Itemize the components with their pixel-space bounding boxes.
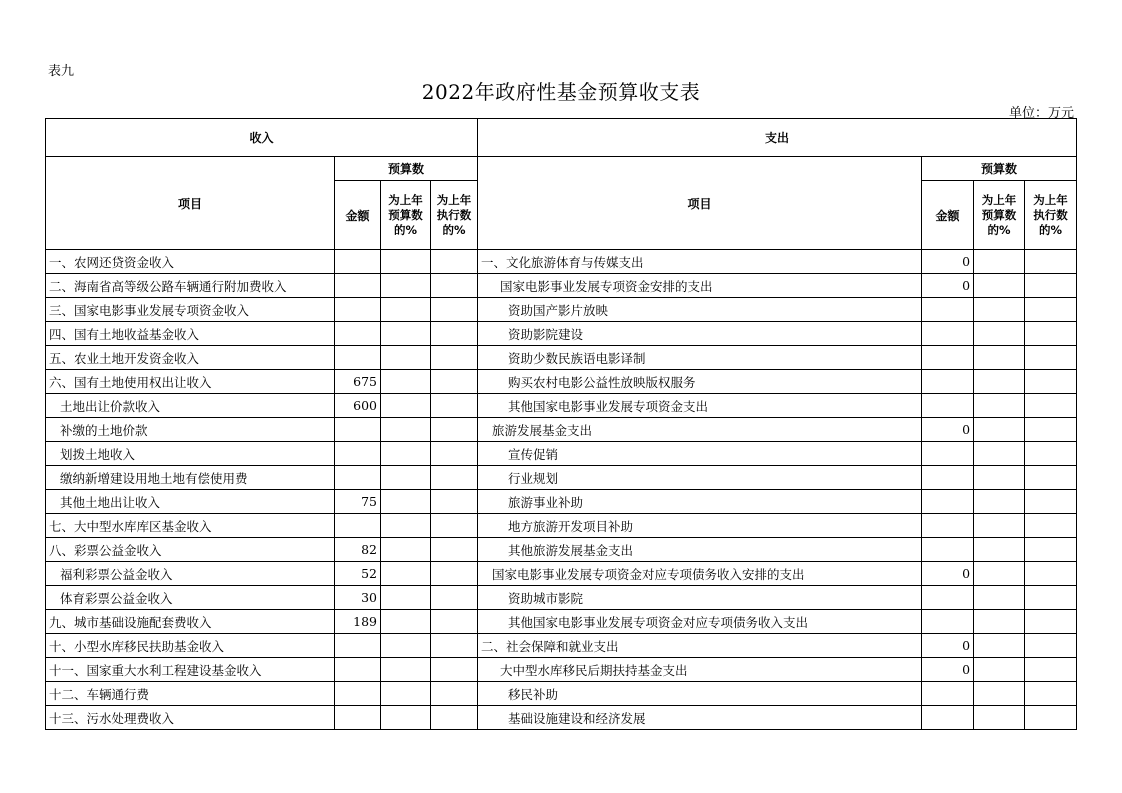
income-pct-budget [381,466,431,490]
expense-pct-exec [1025,586,1077,610]
income-amount [335,466,381,490]
expense-pct-exec-header: 为上年执行数的% [1025,181,1077,250]
income-pct-exec [431,370,478,394]
expense-amount [922,706,974,730]
income-pct-budget [381,514,431,538]
income-pct-budget [381,538,431,562]
income-item: 十、小型水库移民扶助基金收入 [46,634,335,658]
expense-pct-exec [1025,490,1077,514]
income-pct-budget-header: 为上年预算数的% [381,181,431,250]
expense-pct-budget [974,706,1025,730]
expense-pct-exec [1025,298,1077,322]
expense-pct-budget [974,658,1025,682]
income-pct-exec [431,586,478,610]
expense-amount: 0 [922,658,974,682]
expense-pct-budget [974,610,1025,634]
expense-item: 宣传促销 [478,442,922,466]
income-pct-budget [381,250,431,274]
table-row [46,442,1077,466]
expense-item-header: 项目 [478,157,922,250]
expense-amount [922,514,974,538]
income-amount-header: 金额 [335,181,381,250]
income-pct-budget [381,298,431,322]
income-item: 三、国家电影事业发展专项资金收入 [46,298,335,322]
expense-amount [922,610,974,634]
income-item-header: 项目 [46,157,335,250]
expense-pct-exec [1025,322,1077,346]
income-item: 八、彩票公益金收入 [46,538,335,562]
table-row [46,250,1077,274]
expense-amount [922,490,974,514]
table-row [46,562,1077,586]
income-header: 收入 [46,119,478,157]
income-pct-budget [381,442,431,466]
expense-pct-budget [974,466,1025,490]
expense-pct-budget [974,586,1025,610]
expense-amount [922,466,974,490]
expense-item: 旅游事业补助 [478,490,922,514]
income-amount [335,346,381,370]
expense-pct-budget [974,634,1025,658]
expense-pct-exec [1025,274,1077,298]
expense-amount [922,370,974,394]
expense-pct-exec [1025,514,1077,538]
expense-item: 旅游发展基金支出 [478,418,922,442]
income-amount: 75 [335,490,381,514]
expense-pct-exec [1025,346,1077,370]
income-pct-budget [381,322,431,346]
income-item: 六、国有土地使用权出让收入 [46,370,335,394]
expense-pct-budget [974,442,1025,466]
table-row [46,658,1077,682]
income-pct-budget [381,418,431,442]
table-row [46,706,1077,730]
expense-amount [922,394,974,418]
income-pct-exec [431,562,478,586]
income-pct-exec [431,322,478,346]
income-pct-exec [431,418,478,442]
expense-pct-budget [974,346,1025,370]
table-row [46,514,1077,538]
table-row [46,394,1077,418]
income-pct-exec [431,610,478,634]
expense-pct-exec [1025,682,1077,706]
expense-pct-budget [974,538,1025,562]
expense-pct-exec [1025,610,1077,634]
income-pct-exec [431,394,478,418]
expense-amount [922,298,974,322]
expense-pct-exec [1025,562,1077,586]
expense-pct-exec [1025,250,1077,274]
income-item: 缴纳新增建设用地土地有偿使用费 [46,466,335,490]
expense-item: 一、文化旅游体育与传媒支出 [478,250,922,274]
income-amount: 675 [335,370,381,394]
income-budget-header: 预算数 [335,157,478,181]
expense-amount: 0 [922,250,974,274]
income-item: 十二、车辆通行费 [46,682,335,706]
income-pct-exec [431,634,478,658]
income-amount [335,298,381,322]
expense-amount: 0 [922,562,974,586]
table-row [46,418,1077,442]
expense-item: 资助影院建设 [478,322,922,346]
expense-pct-budget [974,562,1025,586]
expense-item: 二、社会保障和就业支出 [478,634,922,658]
income-amount: 52 [335,562,381,586]
income-pct-exec [431,538,478,562]
income-item: 体育彩票公益金收入 [46,586,335,610]
income-pct-budget [381,634,431,658]
income-pct-budget [381,658,431,682]
income-pct-exec [431,466,478,490]
income-pct-budget [381,586,431,610]
expense-amount [922,322,974,346]
expense-pct-budget-header: 为上年预算数的% [974,181,1025,250]
income-amount [335,658,381,682]
income-pct-budget [381,706,431,730]
income-amount [335,706,381,730]
expense-pct-exec [1025,370,1077,394]
table-row [46,586,1077,610]
income-item: 十三、污水处理费收入 [46,706,335,730]
expense-amount [922,682,974,706]
table-row [46,682,1077,706]
budget-table [45,118,1077,730]
income-pct-exec [431,274,478,298]
expense-pct-budget [974,418,1025,442]
expense-item: 其他国家电影事业发展专项资金支出 [478,394,922,418]
expense-pct-exec [1025,394,1077,418]
expense-item: 资助少数民族语电影译制 [478,346,922,370]
income-item: 五、农业土地开发资金收入 [46,346,335,370]
expense-item: 国家电影事业发展专项资金安排的支出 [478,274,922,298]
table-number-label: 表九 [48,64,75,79]
income-amount [335,250,381,274]
expense-item: 购买农村电影公益性放映版权服务 [478,370,922,394]
table-row [46,370,1077,394]
income-pct-budget [381,490,431,514]
expense-amount: 0 [922,274,974,298]
income-pct-exec [431,250,478,274]
expense-amount [922,442,974,466]
table-row [46,538,1077,562]
expense-pct-budget [974,682,1025,706]
expense-amount [922,538,974,562]
income-pct-budget [381,346,431,370]
expense-pct-exec [1025,418,1077,442]
income-pct-exec [431,658,478,682]
income-item: 一、农网还贷资金收入 [46,250,335,274]
income-amount: 82 [335,538,381,562]
expense-budget-header: 预算数 [922,157,1077,181]
expense-pct-exec [1025,634,1077,658]
expense-item: 基础设施建设和经济发展 [478,706,922,730]
expense-pct-budget [974,514,1025,538]
income-amount [335,514,381,538]
expense-item: 移民补助 [478,682,922,706]
income-item: 土地出让价款收入 [46,394,335,418]
table-row [46,346,1077,370]
income-pct-budget [381,394,431,418]
income-amount: 30 [335,586,381,610]
expense-item: 国家电影事业发展专项资金对应专项债务收入安排的支出 [478,562,922,586]
expense-pct-budget [974,298,1025,322]
expense-item: 资助国产影片放映 [478,298,922,322]
expense-pct-exec [1025,706,1077,730]
table-row [46,274,1077,298]
expense-pct-exec [1025,658,1077,682]
income-amount [335,418,381,442]
income-amount [335,634,381,658]
income-item: 划拨土地收入 [46,442,335,466]
page-title: 2022年政府性基金预算收支表 [421,80,701,104]
income-item: 十一、国家重大水利工程建设基金收入 [46,658,335,682]
income-pct-exec [431,490,478,514]
income-item: 二、海南省高等级公路车辆通行附加费收入 [46,274,335,298]
income-amount [335,682,381,706]
income-item: 福利彩票公益金收入 [46,562,335,586]
income-pct-budget [381,682,431,706]
income-pct-exec [431,298,478,322]
income-pct-exec [431,346,478,370]
income-pct-exec [431,442,478,466]
income-item: 九、城市基础设施配套费收入 [46,610,335,634]
expense-pct-budget [974,250,1025,274]
table-row [46,298,1077,322]
table-row [46,466,1077,490]
expense-pct-budget [974,490,1025,514]
table-row [46,490,1077,514]
expense-header: 支出 [478,119,1077,157]
income-pct-exec [431,514,478,538]
income-pct-exec [431,682,478,706]
income-item: 七、大中型水库库区基金收入 [46,514,335,538]
income-pct-exec-header: 为上年执行数的% [431,181,478,250]
income-pct-budget [381,370,431,394]
income-pct-exec [431,706,478,730]
income-amount [335,442,381,466]
expense-pct-exec [1025,466,1077,490]
expense-amount: 0 [922,634,974,658]
expense-pct-budget [974,322,1025,346]
expense-item: 其他旅游发展基金支出 [478,538,922,562]
income-amount [335,274,381,298]
income-item: 其他土地出让收入 [46,490,335,514]
expense-item: 行业规划 [478,466,922,490]
income-amount: 600 [335,394,381,418]
expense-amount [922,586,974,610]
expense-pct-budget [974,274,1025,298]
expense-pct-budget [974,370,1025,394]
income-item: 四、国有土地收益基金收入 [46,322,335,346]
expense-item: 大中型水库移民后期扶持基金支出 [478,658,922,682]
table-row [46,634,1077,658]
income-pct-budget [381,610,431,634]
expense-item: 资助城市影院 [478,586,922,610]
income-item: 补缴的土地价款 [46,418,335,442]
expense-amount [922,346,974,370]
income-amount [335,322,381,346]
expense-amount: 0 [922,418,974,442]
table-row [46,610,1077,634]
expense-pct-exec [1025,442,1077,466]
expense-pct-budget [974,394,1025,418]
expense-pct-exec [1025,538,1077,562]
table-row [46,322,1077,346]
income-pct-budget [381,274,431,298]
expense-item: 地方旅游开发项目补助 [478,514,922,538]
expense-amount-header: 金额 [922,181,974,250]
expense-item: 其他国家电影事业发展专项资金对应专项债务收入支出 [478,610,922,634]
income-amount: 189 [335,610,381,634]
income-pct-budget [381,562,431,586]
unit-label: 单位：万元 [1008,106,1074,121]
